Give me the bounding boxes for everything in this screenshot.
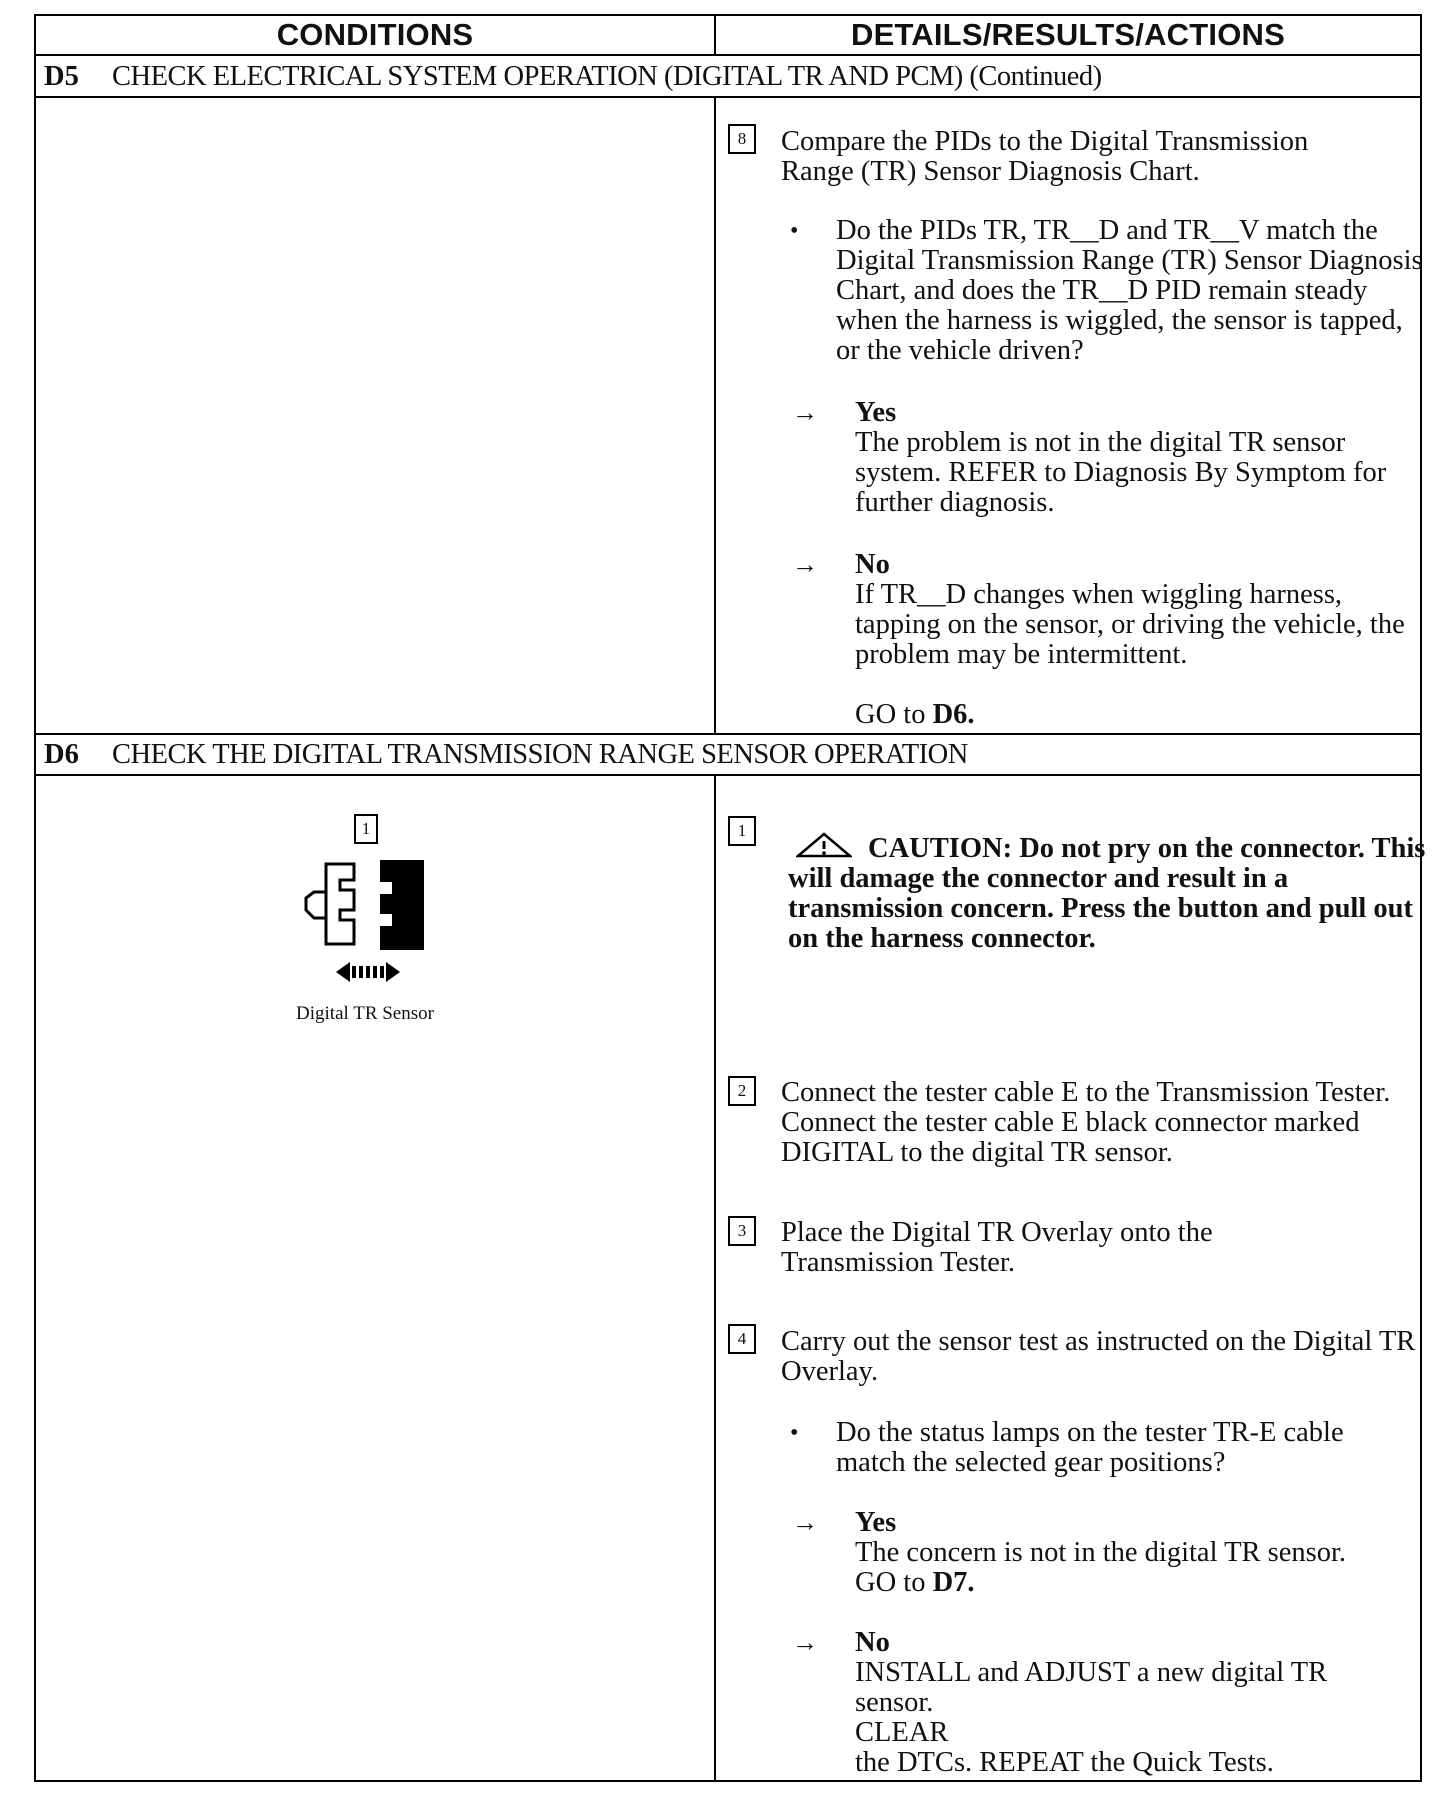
section-d5-code: D5 — [44, 61, 79, 92]
step-d6-2-text: Connect the tester cable E to the Transmission Tester. Connect the tester cable E black connector marked DIGITAL to the digital TR sensor. — [781, 1077, 1391, 1168]
d6-yes-answer — [855, 1508, 1425, 1598]
arrow-right-icon: → — [792, 550, 818, 579]
d6-yes-text: The concern is not in the digital TR sensor. — [855, 1537, 1347, 1568]
arrow-right-icon: → — [792, 398, 818, 427]
figure-caption: Digital TR Sensor — [296, 1003, 434, 1024]
step-d6-4-text: Carry out the sensor test as instructed on the Digital TR Overlay. — [781, 1326, 1416, 1387]
step-d6-4-number: 4 — [728, 1324, 756, 1354]
d5-yes-answer — [855, 398, 1425, 518]
figure-number: 1 — [354, 814, 378, 844]
bullet-icon: • — [790, 218, 799, 244]
section-d6-code: D6 — [44, 739, 79, 770]
column-divider-d5 — [714, 96, 716, 734]
d6-no-text: INSTALL and ADJUST a new digital TR sensor. — [855, 1657, 1328, 1718]
d5-question: Do the PIDs TR, TR__D and TR__V match the Digital Transmission Range (TR) Sensor Diagnosis Chart, and does the TR__D PID remain steady when the harness is wiggled, the sensor is tapped, or the vehicle driven? — [836, 215, 1423, 366]
header-conditions: CONDITIONS — [276, 17, 474, 52]
header-details: DETAILS/RESULTS/ACTIONS — [850, 17, 1285, 52]
d6-no-label: No — [855, 1627, 890, 1658]
arrow-right-icon: → — [792, 1628, 818, 1657]
d6-no-text-repeat: the DTCs. REPEAT the Quick Tests. — [855, 1747, 1274, 1778]
d5-yes-label: Yes — [855, 397, 897, 428]
step-d5-8-number: 8 — [728, 124, 756, 154]
d6-caution-body: CAUTION: Do not pry on the connector. This will damage the connector and result in a transmission concern. Press the button and pull out on the harness connector. — [788, 833, 1426, 954]
bullet-icon: • — [790, 1420, 799, 1446]
digital-tr-sensor-connector-icon — [296, 854, 436, 984]
d5-no-answer — [855, 550, 1425, 670]
table-border-left — [34, 14, 36, 1782]
d5-goto-target: D6. — [932, 699, 975, 730]
step-d5-8-text: Compare the PIDs to the Digital Transmission Range (TR) Sensor Diagnosis Chart. — [781, 126, 1309, 187]
step-d6-3-number: 3 — [728, 1216, 756, 1246]
d6-yes-label: Yes — [855, 1507, 897, 1538]
step-d6-2-number: 2 — [728, 1076, 756, 1106]
d6-question: Do the status lamps on the tester TR-E cable match the selected gear positions? — [836, 1417, 1344, 1478]
table-border-bottom — [34, 1780, 1422, 1782]
d5-goto — [855, 700, 1425, 730]
d5-no-text: If TR__D changes when wiggling harness, tapping on the sensor, or driving the vehicle, the problem may be intermittent. — [855, 579, 1405, 670]
d6-caution-text — [788, 834, 1428, 954]
section-d5-row — [36, 57, 1420, 97]
section-d6-title: CHECK THE DIGITAL TRANSMISSION RANGE SENSOR OPERATION — [112, 739, 968, 770]
d5-no-label: No — [855, 549, 890, 580]
section-d5-title: CHECK ELECTRICAL SYSTEM OPERATION (DIGITAL TR AND PCM) (Continued) — [112, 61, 1102, 92]
d6-no-answer — [855, 1628, 1375, 1778]
step-d6-1-number: 1 — [728, 816, 756, 846]
d6-yes-goto-prefix: GO to — [855, 1567, 926, 1598]
d6-yes-goto-target: D7. — [932, 1567, 975, 1598]
d6-no-text-clear: CLEAR — [855, 1717, 949, 1748]
column-divider-d6 — [714, 774, 716, 1782]
table-border-header-bottom — [34, 54, 1422, 56]
d5-goto-prefix: GO to — [855, 699, 926, 730]
arrow-right-icon: → — [792, 1508, 818, 1537]
section-d6-row — [36, 735, 1420, 775]
d5-yes-text: The problem is not in the digital TR sensor system. REFER to Diagnosis By Symptom for further diagnosis. — [855, 427, 1387, 518]
step-d6-3-text: Place the Digital TR Overlay onto the Transmission Tester. — [781, 1217, 1213, 1278]
